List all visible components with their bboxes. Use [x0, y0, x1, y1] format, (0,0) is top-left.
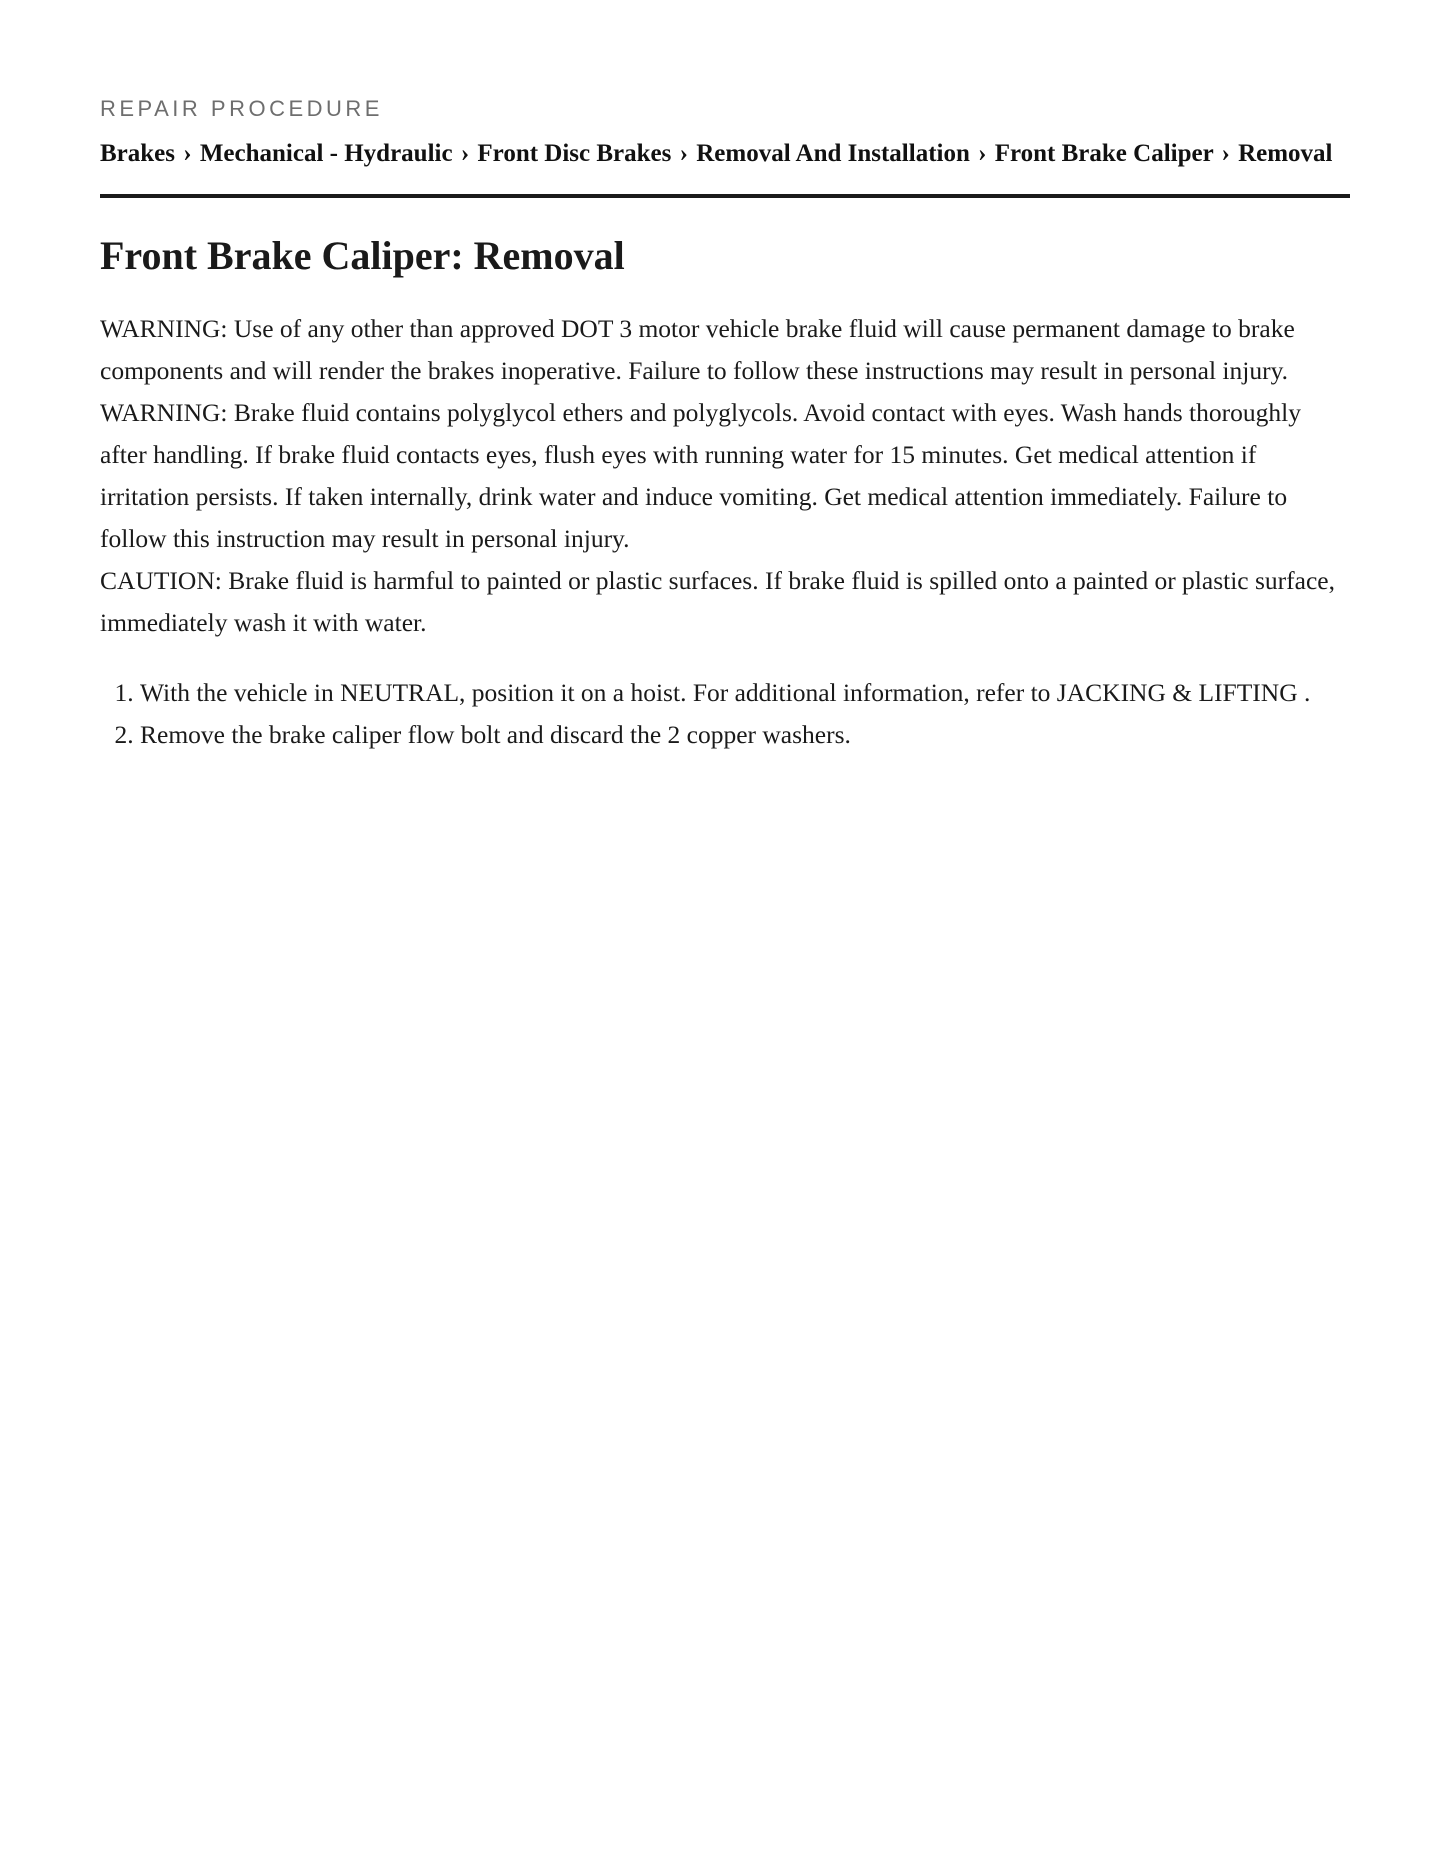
warning-notice: WARNING: Brake fluid contains polyglycol ethers and polyglycols. Avoid contact with eyes. Wash hands thoroughly after handling. If brake fluid contacts eyes, flush eyes with running water for 15 minutes. Get medical attention if irritation persists. If taken internally, drink water and induce vomiting. Get medical attention immediately. Failure to follow this instruction may result in personal injury. [100, 398, 1301, 553]
notices [100, 308, 1350, 644]
procedure-steps [100, 672, 1350, 756]
procedure-step: 1. With the vehicle in NEUTRAL, position it on a hoist. For additional information, refer to JACKING & LIFTING . [140, 672, 1350, 714]
breadcrumb-item[interactable]: Brakes [100, 140, 175, 167]
page-title: Front Brake Caliper: Removal [100, 233, 625, 278]
breadcrumb-separator: › [460, 140, 470, 167]
procedure-step: 2. Remove the brake caliper flow bolt and discard the 2 copper washers. [140, 714, 1350, 756]
warning-notice: WARNING: Use of any other than approved DOT 3 motor vehicle brake fluid will cause permanent damage to brake components and will render the brakes inoperative. Failure to follow these instructions may result in personal injury. [100, 314, 1295, 385]
breadcrumb-current: Removal [1238, 140, 1333, 167]
caution-notice: CAUTION: Brake fluid is harmful to painted or plastic surfaces. If brake fluid is spilled onto a painted or plastic surface, immediately wash it with water. [100, 566, 1335, 637]
breadcrumb-separator: › [1221, 140, 1230, 167]
document-page [100, 94, 1350, 756]
breadcrumb-item[interactable]: Mechanical - Hydraulic [199, 140, 453, 167]
breadcrumb-item[interactable]: Front Brake Caliper [994, 140, 1214, 167]
breadcrumb [100, 134, 1350, 198]
breadcrumb-separator: › [978, 140, 987, 167]
section-kicker: REPAIR PROCEDURE [100, 96, 383, 121]
breadcrumb-item[interactable]: Removal And Installation [696, 140, 970, 167]
breadcrumb-separator: › [679, 140, 688, 167]
breadcrumb-separator: › [183, 140, 192, 167]
breadcrumb-item[interactable]: Front Disc Brakes [477, 140, 672, 167]
